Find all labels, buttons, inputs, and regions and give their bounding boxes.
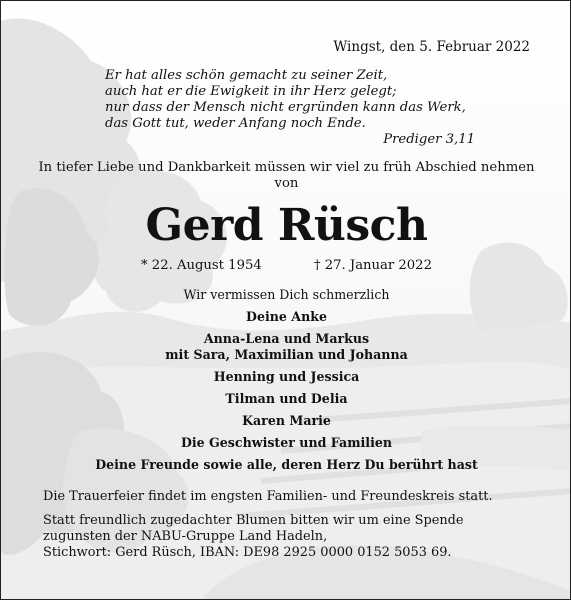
deceased-name: Gerd Rüsch [145, 200, 428, 251]
mourner-entry: Karen Marie [242, 413, 331, 428]
death-date: † 27. Januar 2022 [313, 258, 432, 273]
verse-line: auch hat er die Ewigkeit in ihr Herz gelegt; [105, 84, 397, 99]
funeral-info: Die Trauerfeier findet im engsten Familien- und Freundeskreis statt. [43, 489, 493, 504]
mourner-entry: Henning und Jessica [213, 369, 360, 384]
bible-verse [105, 68, 475, 148]
verse-source: Prediger 3,11 [383, 132, 475, 147]
donation-line: Statt freundlich zugedachter Blumen bitten wir um eine Spende [43, 513, 464, 528]
place-and-date: Wingst, den 5. Februar 2022 [333, 39, 530, 55]
verse-line: Er hat alles schön gemacht zu seiner Zeit, [105, 68, 388, 83]
donation-line: zugunsten der NABU-Gruppe Land Hadeln, [43, 529, 328, 544]
birth-date: * 22. August 1954 [141, 258, 262, 273]
life-dates [1, 258, 571, 273]
notice-footer [43, 489, 543, 561]
mourner-entry: Anna-Lena und Markus [203, 331, 370, 346]
mourner-entry: Deine Freunde sowie alle, deren Herz Du berührt hast [95, 457, 478, 472]
intro-line: In tiefer Liebe und Dankbarkeit müssen wir viel zu früh Abschied nehmen [38, 160, 535, 175]
farewell-intro [21, 160, 552, 192]
verse-line: nur dass der Mensch nicht ergründen kann das Werk, [105, 100, 466, 115]
verse-line: das Gott tut, weder Anfang noch Ende. [105, 116, 366, 131]
mourners-list [1, 287, 571, 473]
mourner-entry: mit Sara, Maximilian und Johanna [165, 347, 408, 362]
donation-line: Stichwort: Gerd Rüsch, IBAN: DE98 2925 0000 0152 5053 69. [43, 545, 452, 560]
mourner-entry: Die Geschwister und Familien [180, 435, 393, 450]
mourner-entry: Tilman und Delia [225, 391, 348, 406]
miss-line: Wir vermissen Dich schmerzlich [183, 287, 390, 302]
mourner-entry: Deine Anke [246, 309, 327, 324]
intro-line: von [274, 176, 299, 191]
